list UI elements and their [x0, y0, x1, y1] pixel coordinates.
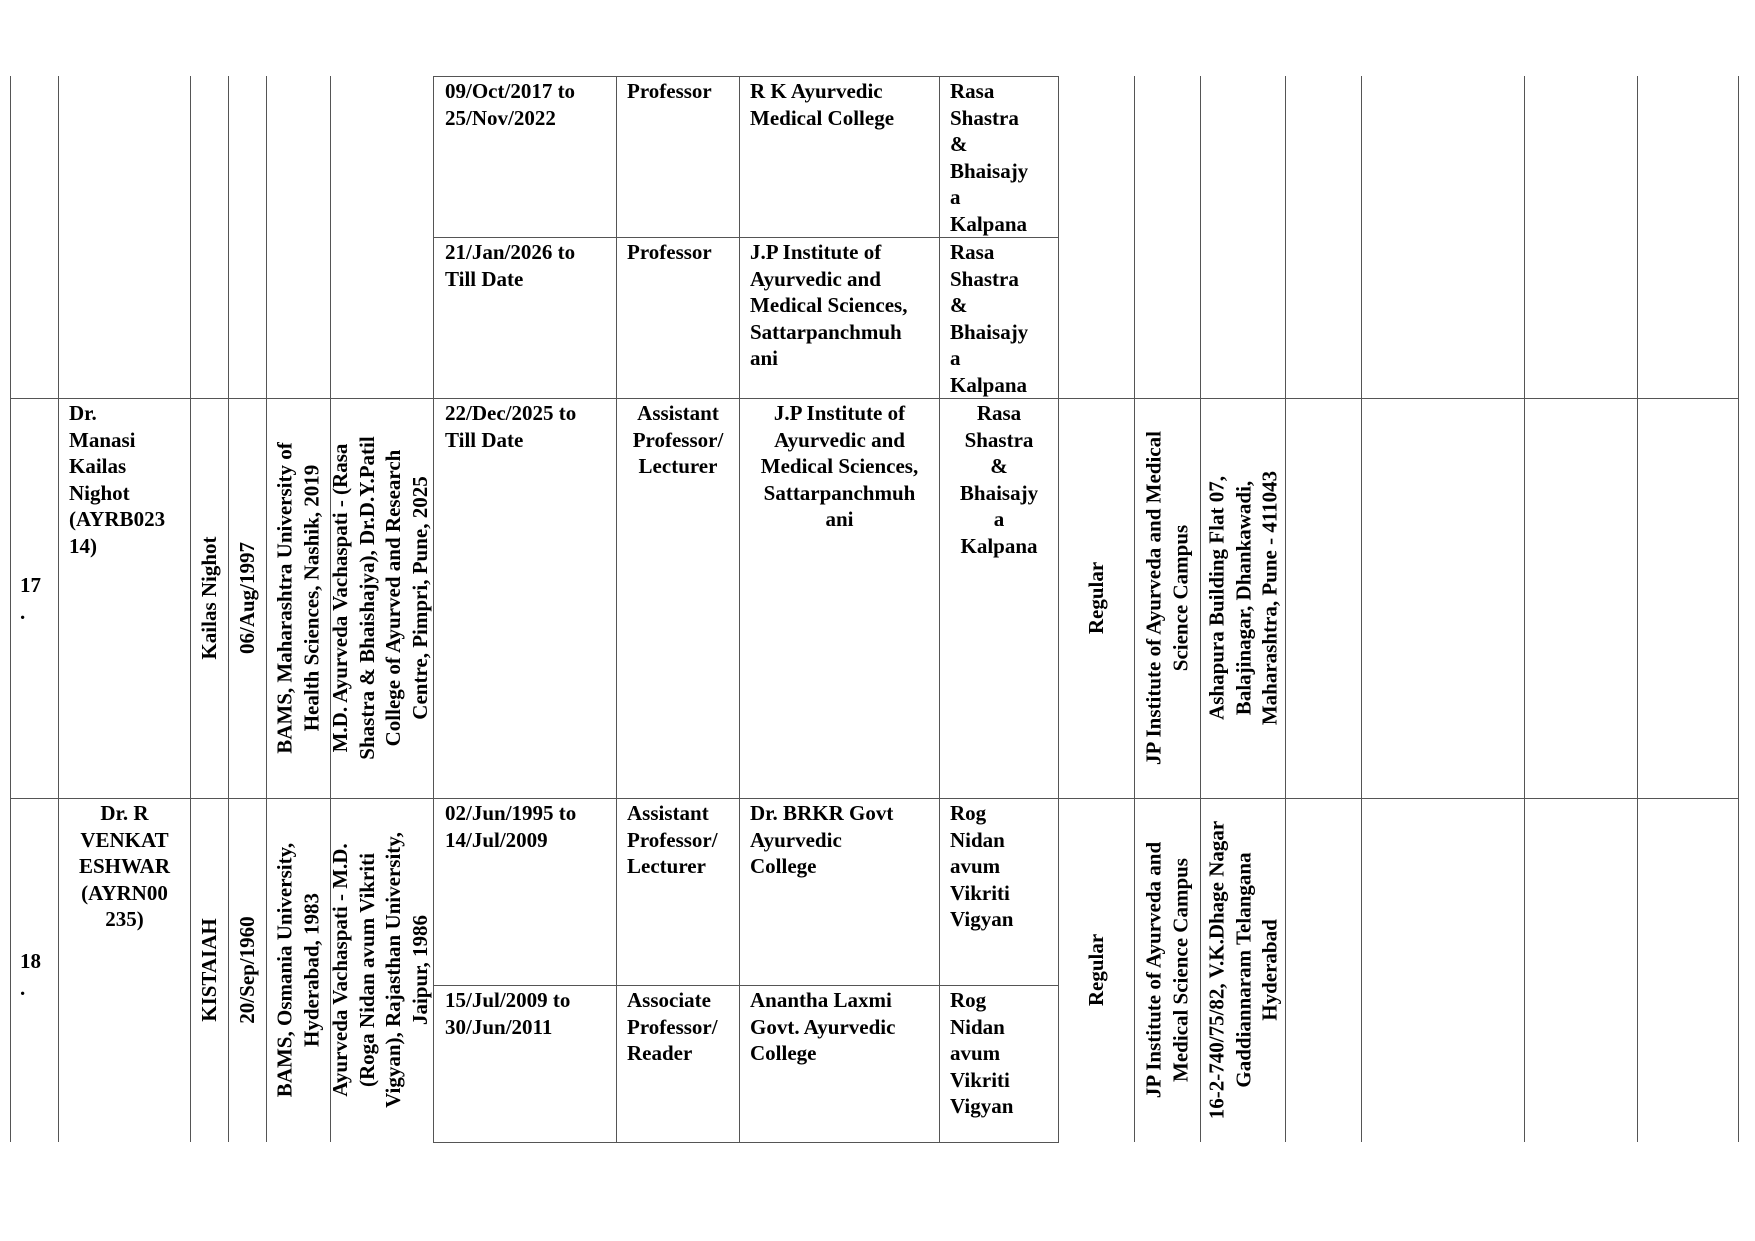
col-border: [10, 76, 11, 1142]
appointment-type: Regular: [1083, 933, 1108, 1007]
appointment-type: Regular: [1083, 561, 1108, 635]
experience-institute: J.P Institute of Ayurvedic and Medical Sciences, Sattarpanchmuh ani: [750, 240, 908, 370]
experience-department: Rog Nidan avum Vikriti Vigyan: [950, 988, 1014, 1118]
experience-institute: Dr. BRKR Govt Ayurvedic College: [750, 801, 894, 878]
col-border: [58, 76, 59, 1142]
experience-period: 15/Jul/2009 to 30/Jun/2011: [445, 988, 571, 1039]
father-name: KISTAIAH: [196, 918, 221, 1022]
college-name: JP Institute of Ayurveda and Medical Science Campus: [1141, 841, 1192, 1099]
row-border: [10, 398, 1739, 399]
experience-designation: Assistant Professor/ Lecturer: [632, 401, 724, 478]
experience-department: Rasa Shastra & Bhaisajy a Kalpana: [959, 401, 1039, 558]
experience-department: Rasa Shastra & Bhaisajy a Kalpana: [950, 79, 1029, 236]
ug-qualification: BAMS, Osmania University, Hyderabad, 1983: [272, 842, 323, 1098]
pg-qualification: Ayurveda Vachaspati - M.D. (Roga Nidan avum Vikriti Vigyan), Rajasthan University, Jaipur, 1986: [328, 832, 432, 1108]
row-border: [10, 798, 1739, 799]
experience-institute: R K Ayurvedic Medical College: [750, 79, 895, 130]
faculty-name: Dr. Manasi Kailas Nighot (AYRB023 14): [69, 401, 166, 558]
experience-institute: Anantha Laxmi Govt. Ayurvedic College: [750, 988, 896, 1065]
experience-period: 21/Jan/2026 to Till Date: [445, 240, 576, 291]
pg-qualification: M.D. Ayurveda Vachaspati - (Rasa Shastra & Bhaishajya), Dr.D.Y.Patil College of Ayurved and Research Centre, Pimpri, Pune, 2025: [328, 436, 432, 760]
experience-period: 02/Jun/1995 to 14/Jul/2009: [445, 801, 577, 852]
col-border: [939, 76, 940, 1142]
experience-designation: Associate Professor/ Reader: [627, 988, 718, 1065]
ug-qualification: BAMS, Maharashtra University of Health Sciences, Nashik, 2019: [272, 442, 323, 754]
cell-border: [433, 985, 1059, 986]
date-of-birth: 06/Aug/1997: [234, 542, 259, 655]
college-name: JP Institute of Ayurveda and Medical Science Campus: [1141, 431, 1192, 765]
col-border: [616, 76, 617, 1142]
experience-designation: Professor: [627, 240, 712, 264]
col-border: [1361, 76, 1362, 1142]
cell-border: [433, 237, 1059, 238]
col-border: [433, 76, 434, 1142]
col-border: [1200, 76, 1201, 1142]
col-border: [1524, 76, 1525, 1142]
residential-address: Ashapura Building Flat 07, Balajinagar, Dhankawadi, Maharashtra, Pune - 411043: [1204, 470, 1282, 726]
experience-department: Rasa Shastra & Bhaisajy a Kalpana: [950, 240, 1029, 397]
cell-border: [433, 1142, 1059, 1143]
experience-designation: Assistant Professor/ Lecturer: [627, 801, 718, 878]
serial-number: 17 .: [20, 573, 41, 624]
col-border: [228, 76, 229, 1142]
experience-institute: J.P Institute of Ayurvedic and Medical Sciences, Sattarpanchmuh ani: [760, 401, 919, 531]
col-border: [190, 76, 191, 1142]
col-border: [1285, 76, 1286, 1142]
experience-period: 22/Dec/2025 to Till Date: [445, 401, 577, 452]
col-border: [266, 76, 267, 1142]
col-border: [1058, 76, 1059, 1142]
col-border: [1637, 76, 1638, 1142]
father-name: Kailas Nighot: [196, 536, 221, 660]
experience-period: 09/Oct/2017 to 25/Nov/2022: [445, 79, 576, 130]
cell-border: [433, 76, 1059, 77]
date-of-birth: 20/Sep/1960: [234, 916, 259, 1024]
experience-designation: Professor: [627, 79, 712, 103]
col-border: [1134, 76, 1135, 1142]
col-border: [1738, 76, 1739, 1142]
faculty-name: Dr. R VENKAT ESHWAR (AYRN00 235): [78, 801, 171, 931]
residential-address: 16-2-740/75/82, V.K.Dhage Nagar Gaddiannaram Telangana Hyderabad: [1204, 820, 1282, 1120]
serial-number: 18 .: [20, 949, 41, 1000]
col-border: [739, 76, 740, 1142]
experience-department: Rog Nidan avum Vikriti Vigyan: [950, 801, 1014, 931]
